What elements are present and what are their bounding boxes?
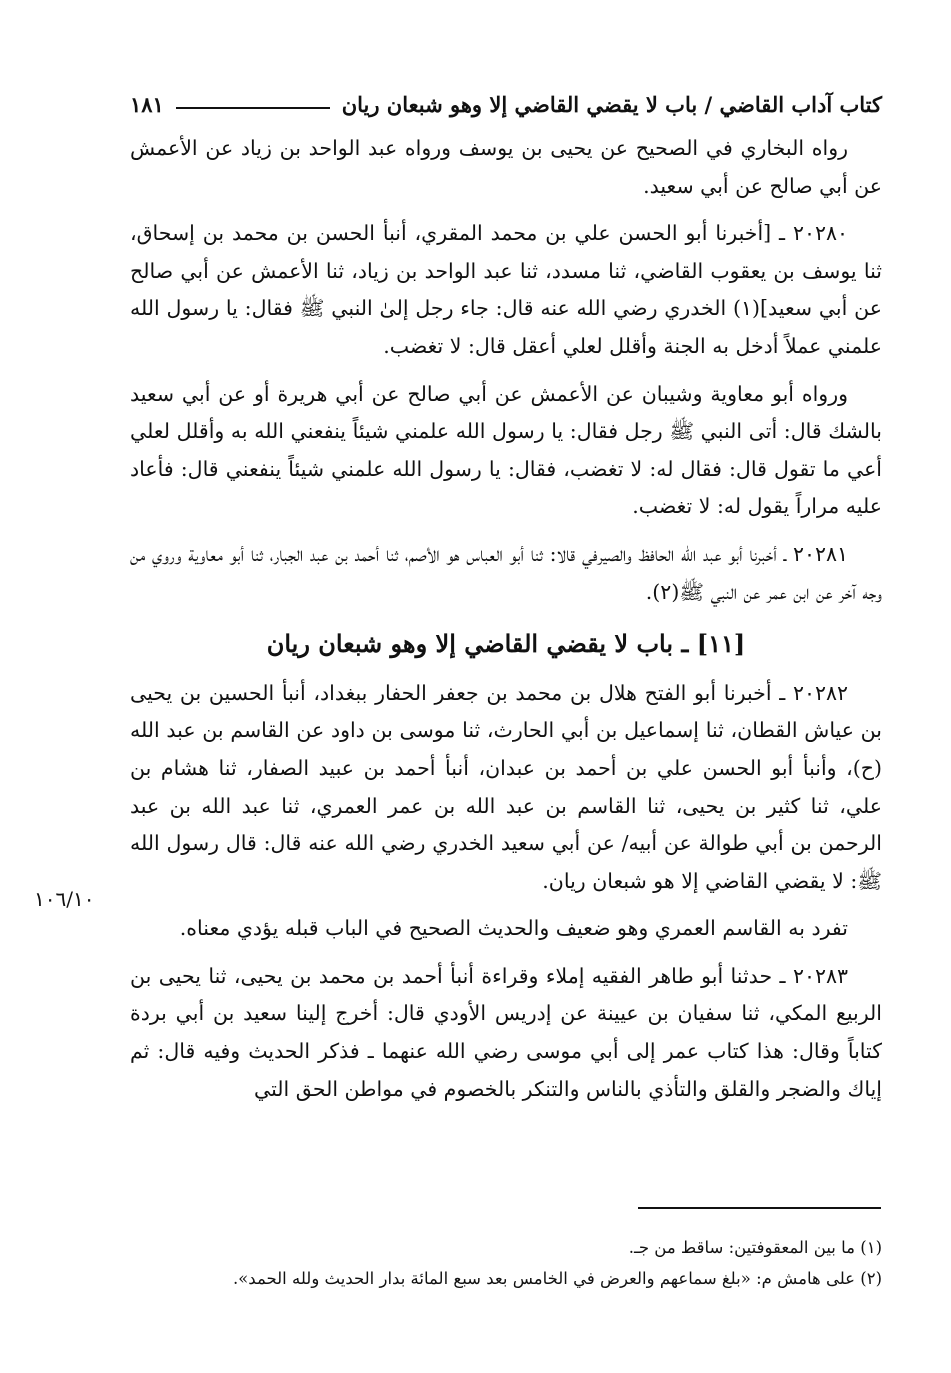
hadith-20280: ٢٠٢٨٠ ـ [أخبرنا أبو الحسن علي بن محمد المقري، أنبأ الحسن بن محمد بن إسحاق، ثنا يوسف بن يعقوب القاضي، ثنا مسدد، ثنا عبد الواحد بن زياد، ثنا الأعمش عن أبي صالح عن أبي سعيد](١) الخدري رضي الله عنه قال: جاء رجل إلىٰ النبي ﷺ فقال: يا رسول الله علمني عملاً أدخل به الجنة وأقلل لعلي أعقل قال: لا تغضب. [130, 221, 882, 358]
section-heading: [١١] ـ باب لا يقضي القاضي إلا وهو شبعان ريان [266, 629, 746, 659]
header-title: كتاب آداب القاضي / باب لا يقضي القاضي إلا وهو شبعان ريان [341, 91, 882, 117]
header-rule [176, 107, 330, 109]
margin-reference: ١٠٦/١٠ [34, 887, 95, 911]
running-header [130, 84, 882, 124]
page-number: ١٨١ [130, 91, 164, 117]
footnote-1: (١) ما بين المعقوفتين: ساقط من جـ. [628, 1238, 882, 1257]
paragraph-riwaya: ورواه أبو معاوية وشيبان عن الأعمش عن أبي صالح عن أبي هريرة أو عن أبي سعيد بالشك قال: أتى النبي ﷺ رجل فقال: يا رسول الله علمني شيئاً ينفعني الله به وأقلل لعلي أعي ما تقول قال: فقال له: لا تغضب، فقال: يا رسول الله علمني شيئاً ينفعني قال: فأعاد عليه مراراً يقول له: لا تغضب. [130, 381, 882, 519]
footnote-2: (٢) على هامش م: «بلغ سماعهم والعرض في الخامس بعد سبع المائة بدار الحديث ولله الحمد». [232, 1269, 882, 1288]
hadith-20283: ٢٠٢٨٣ ـ حدثنا أبو طاهر الفقيه إملاء وقراءة أنبأ أحمد بن محمد بن يحيى، ثنا يحيى بن الربيع المكي، ثنا سفيان بن عيينة عن إدريس الأودي قال: أخرج إلينا سعيد بن أبي بردة كتاباً وقال: هذا كتاب عمر إلى أبي موسى رضي الله عنهما ـ فذكر الحديث وفيه قال: ثم إياك والضجر والقلق والتأذي بالناس والتنكر بالخصوم في مواطن الحق التي [130, 963, 882, 1101]
paragraph-1: رواه البخاري في الصحيح عن يحيى بن يوسف ورواه عبد الواحد بن زياد عن الأعمش عن أبي صالح عن أبي سعيد. [130, 136, 882, 198]
hadith-20281: ٢٠٢٨١ ـ أخبرنا أبو عبد الله الحافظ والصيرفي قالا: ثنا أبو العباس هو الأصم، ثنا أحمد بن عبد الجبار، ثنا أبو معاوية وروي من وجه آخر عن ابن عمر عن النبي ﷺ(٢). [130, 541, 882, 604]
commentary-paragraph: تفرد به القاسم العمري وهو ضعيف والحديث الصحيح في الباب قبله يؤدي معناه. [179, 916, 848, 941]
footnotes [130, 1232, 882, 1294]
hadith-20282: ٢٠٢٨٢ ـ أخبرنا أبو الفتح هلال بن محمد بن جعفر الحفار ببغداد، أنبأ الحسين بن يحيى بن عياش القطان، ثنا إسماعيل بن أبي الحارث، ثنا موسى بن داود عن القاسم بن عبد الله (ح)، وأنبأ أبو الحسن علي بن أحمد بن عبدان، أنبأ أحمد بن عبيد الصفار، ثنا هشام بن علي، ثنا كثير بن يحيى، ثنا القاسم بن عبد الله بن عمر العمري، ثنا عبد الله بن عبد الرحمن بن أبي طوالة عن أبيه/ عن أبي سعيد الخدري رضي الله عنه قال: قال رسول الله ﷺ: لا يقضي القاضي إلا هو شبعان ريان. [130, 680, 883, 893]
main-text [130, 130, 882, 1118]
footnote-separator [638, 1207, 881, 1209]
